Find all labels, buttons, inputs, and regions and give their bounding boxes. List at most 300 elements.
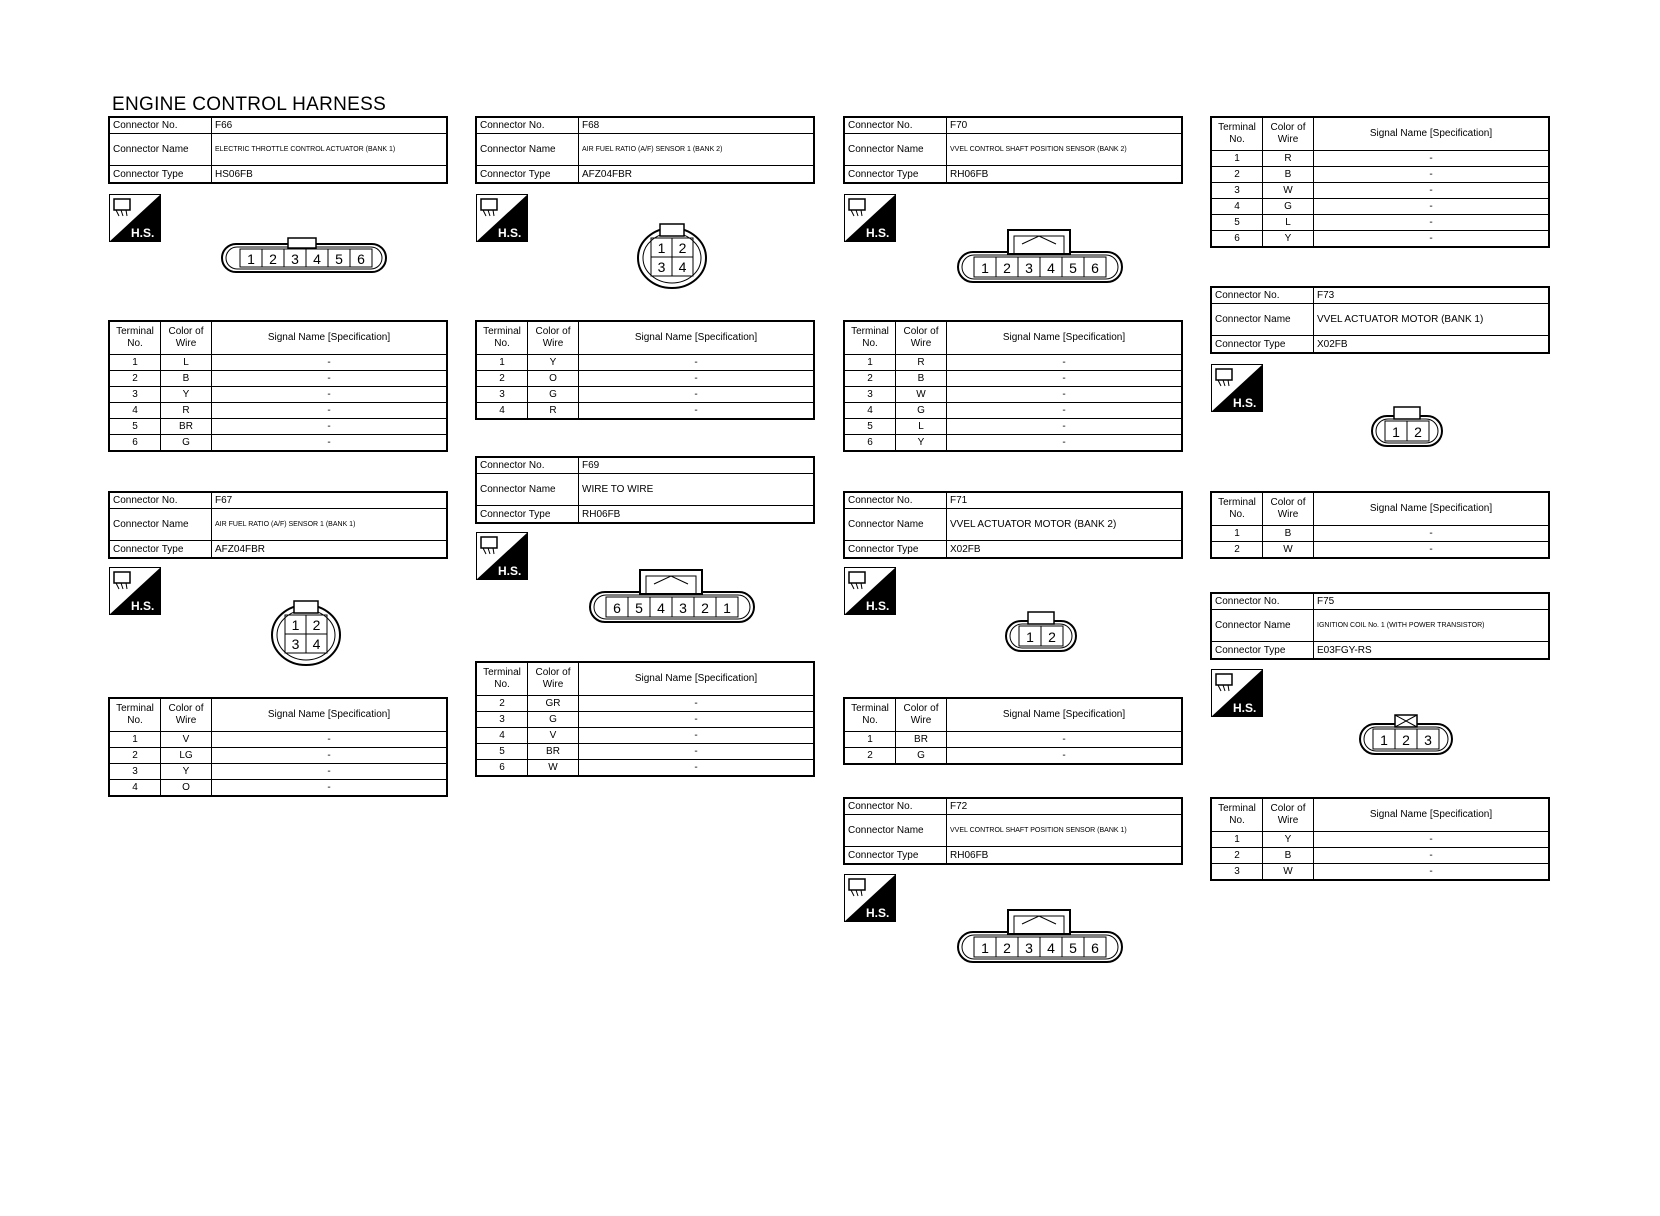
hs-harness-side-icon [844,194,896,242]
connector-name-label: Connector Name [845,815,947,846]
signal-name: - [212,387,448,403]
hs-harness-side-icon [476,532,528,580]
terminal-no: 3 [109,387,161,403]
pin-label: 3 [679,600,687,616]
connector-header-f69 [475,456,815,524]
terminal-no: 4 [476,403,528,420]
terminal-no: 5 [109,419,161,435]
terminal-table-f68 [475,320,815,420]
signal-name: - [579,696,815,712]
terminal-no-header: Terminal No. [844,698,896,732]
pin-label: 1 [657,240,666,256]
terminal-no: 6 [476,760,528,777]
terminal-no: 2 [109,371,161,387]
wire-color: BR [528,744,579,760]
terminal-no: 5 [1211,215,1263,231]
pin-label: 4 [657,600,665,616]
color-of-wire-header: Color of Wire [161,698,212,732]
signal-name: - [947,355,1183,371]
connector-name-label: Connector Name [477,134,579,165]
terminal-no-header: Terminal No. [844,321,896,355]
signal-name: - [1314,848,1550,864]
pin-label: 1 [981,940,989,956]
pin-label: 1 [981,260,989,276]
terminal-table-f72 [1210,116,1550,248]
terminal-no-header: Terminal No. [109,698,161,732]
connector-no: F75 [1317,596,1335,607]
table-row [476,387,814,403]
signal-name: - [1314,183,1550,199]
terminal-no: 5 [844,419,896,435]
signal-name: - [947,371,1183,387]
terminal-no: 1 [109,732,161,748]
connector-face-f70 [956,228,1126,286]
table-row [109,748,447,764]
terminal-no: 4 [476,728,528,744]
table-row [1211,199,1549,215]
table-row [476,355,814,371]
table-row [844,419,1182,435]
terminal-no: 3 [476,387,528,403]
connector-type: E03FGY-RS [1317,644,1372,656]
terminal-table-f73 [1210,491,1550,559]
connector-name-label: Connector Name [110,509,212,540]
pin-label: 3 [657,259,666,275]
table-row [109,435,447,452]
table-row [1211,231,1549,248]
pin-label: 1 [1026,629,1034,645]
terminal-no: 4 [109,780,161,797]
terminal-no: 4 [1211,199,1263,215]
wire-color: W [896,387,947,403]
connector-name-label: Connector Name [845,509,947,540]
signal-name-header: Signal Name [Specification] [212,321,448,355]
terminal-no: 6 [1211,231,1263,248]
terminal-no: 1 [476,355,528,371]
pin-label: 6 [357,251,365,267]
hs-harness-side-icon [109,194,161,242]
connector-face-f68 [634,220,710,290]
signal-name: - [212,419,448,435]
terminal-table-f71 [843,697,1183,765]
terminal-no: 4 [109,403,161,419]
connector-no-label: Connector No. [477,118,579,133]
pin-label: 4 [312,636,321,652]
table-row [109,387,447,403]
wire-color: L [896,419,947,435]
connector-type-label: Connector Type [1212,642,1314,658]
connector-type: X02FB [950,543,981,555]
connector-no-label: Connector No. [1212,288,1314,303]
connector-name-label: Connector Name [110,134,212,165]
hs-label: H.S. [131,226,155,240]
wire-color: O [528,371,579,387]
wire-color: G [161,435,212,452]
pin-label: 3 [291,636,300,652]
wire-color: G [896,748,947,765]
table-row [476,371,814,387]
pin-label: 2 [1003,940,1011,956]
table-row [844,435,1182,452]
wire-color: R [161,403,212,419]
signal-name: - [1314,832,1550,848]
pin-label: 6 [1091,260,1099,276]
signal-name-header: Signal Name [Specification] [1314,117,1550,151]
table-row [109,732,447,748]
terminal-no-header: Terminal No. [109,321,161,355]
pin-label: 6 [613,600,621,616]
hs-label: H.S. [1233,396,1257,410]
pin-label: 3 [1025,260,1033,276]
pin-label: 3 [1424,732,1432,748]
signal-name: - [947,732,1183,748]
pin-label: 2 [678,240,687,256]
wire-color: W [1263,864,1314,881]
color-of-wire-header: Color of Wire [1263,492,1314,526]
hs-harness-side-icon [844,874,896,922]
wire-color: B [1263,526,1314,542]
connector-name: VVEL ACTUATOR MOTOR (BANK 1) [1317,314,1484,325]
wire-color: Y [528,355,579,371]
connector-name: VVEL CONTROL SHAFT POSITION SENSOR (BANK 2) [950,146,1127,153]
signal-name: - [212,780,448,797]
hs-label: H.S. [866,599,890,613]
wire-color: GR [528,696,579,712]
terminal-no: 2 [109,748,161,764]
terminal-no: 6 [844,435,896,452]
connector-name-label: Connector Name [845,134,947,165]
connector-no: F66 [215,120,233,131]
table-row [844,387,1182,403]
connector-no-label: Connector No. [110,118,212,133]
signal-name-header: Signal Name [Specification] [579,321,815,355]
terminal-no: 2 [844,371,896,387]
wire-color: Y [1263,832,1314,848]
pin-label: 1 [291,617,300,633]
signal-name-header: Signal Name [Specification] [947,698,1183,732]
pin-label: 1 [1380,732,1388,748]
connector-header-f71 [843,491,1183,559]
hs-harness-side-icon [1211,364,1263,412]
wire-color: G [1263,199,1314,215]
connector-face-f73 [1370,404,1446,450]
signal-name: - [212,355,448,371]
pin-label: 4 [1047,260,1055,276]
pin-label: 5 [635,600,643,616]
terminal-no: 1 [844,355,896,371]
signal-name: - [1314,526,1550,542]
signal-name: - [212,403,448,419]
terminal-no: 1 [844,732,896,748]
table-row [844,371,1182,387]
wire-color: G [896,403,947,419]
signal-name: - [579,371,815,387]
connector-name: AIR FUEL RATIO (A/F) SENSOR 1 (BANK 2) [582,146,723,153]
connector-no-label: Connector No. [477,458,579,473]
wire-color: W [528,760,579,777]
table-row [1211,215,1549,231]
wire-color: Y [161,764,212,780]
signal-name: - [579,760,815,777]
signal-name: - [947,403,1183,419]
signal-name: - [1314,215,1550,231]
color-of-wire-header: Color of Wire [1263,798,1314,832]
signal-name: - [1314,231,1550,248]
hs-label: H.S. [1233,701,1257,715]
terminal-no: 2 [476,696,528,712]
pin-label: 5 [1069,940,1077,956]
hs-label: H.S. [131,599,155,613]
table-row [844,748,1182,765]
signal-name: - [947,419,1183,435]
connector-header-f67 [108,491,448,559]
connector-name-label: Connector Name [1212,610,1314,641]
signal-name-header: Signal Name [Specification] [212,698,448,732]
pin-label: 2 [1003,260,1011,276]
connector-type: RH06FB [950,849,989,861]
terminal-no: 3 [1211,183,1263,199]
terminal-no-header: Terminal No. [1211,798,1263,832]
wire-color: R [528,403,579,420]
pin-label: 5 [335,251,343,267]
table-row [1211,167,1549,183]
connector-face-f69 [588,568,758,626]
table-row [476,728,814,744]
terminal-no: 2 [844,748,896,765]
connector-header-f66 [108,116,448,184]
wire-color: Y [161,387,212,403]
color-of-wire-header: Color of Wire [896,698,947,732]
connector-face-f66 [220,236,390,276]
signal-name: - [579,712,815,728]
signal-name: - [579,403,815,420]
pin-label: 1 [723,600,731,616]
table-row [109,764,447,780]
pin-label: 5 [1069,260,1077,276]
pin-label: 2 [312,617,321,633]
page-title: ENGINE CONTROL HARNESS [112,94,387,115]
connector-type-label: Connector Type [110,166,212,182]
connector-type-label: Connector Type [845,166,947,182]
table-row [844,355,1182,371]
connector-no: F72 [950,801,968,812]
terminal-no: 3 [1211,864,1263,881]
wire-color: B [896,371,947,387]
signal-name-header: Signal Name [Specification] [947,321,1183,355]
table-row [1211,864,1549,881]
connector-name: ELECTRIC THROTTLE CONTROL ACTUATOR (BANK 1) [215,146,396,153]
table-row [476,744,814,760]
terminal-table-f66 [108,320,448,452]
terminal-no: 1 [1211,151,1263,167]
connector-type-label: Connector Type [110,541,212,557]
terminal-no-header: Terminal No. [1211,117,1263,151]
connector-type: RH06FB [950,168,989,180]
signal-name: - [947,435,1183,452]
terminal-no: 2 [476,371,528,387]
pin-label: 4 [313,251,321,267]
pin-label: 2 [1402,732,1410,748]
table-row [476,712,814,728]
connector-type: HS06FB [215,168,253,180]
hs-harness-side-icon [844,567,896,615]
signal-name-header: Signal Name [Specification] [1314,798,1550,832]
hs-harness-side-icon [476,194,528,242]
table-row [1211,542,1549,559]
signal-name-header: Signal Name [Specification] [1314,492,1550,526]
connector-no-label: Connector No. [845,799,947,814]
signal-name: - [212,764,448,780]
table-row [1211,848,1549,864]
connector-header-f72 [843,797,1183,865]
hs-label: H.S. [498,564,522,578]
connector-name-label: Connector Name [1212,304,1314,335]
wire-color: G [528,387,579,403]
connector-type: AFZ04FBR [582,168,633,180]
table-row [1211,183,1549,199]
pin-label: 2 [701,600,709,616]
wire-color: L [161,355,212,371]
pin-label: 1 [247,251,255,267]
terminal-no: 5 [476,744,528,760]
connector-name: IGNITION COIL No. 1 (WITH POWER TRANSISTOR) [1317,622,1485,629]
terminal-no: 2 [1211,542,1263,559]
hs-harness-side-icon [1211,669,1263,717]
terminal-table-f69 [475,661,815,777]
signal-name-header: Signal Name [Specification] [579,662,815,696]
color-of-wire-header: Color of Wire [1263,117,1314,151]
connector-face-f75 [1358,712,1458,758]
terminal-no: 3 [844,387,896,403]
terminal-no-header: Terminal No. [1211,492,1263,526]
connector-no-label: Connector No. [1212,594,1314,609]
connector-no: F70 [950,120,968,131]
terminal-no: 2 [1211,167,1263,183]
hs-label: H.S. [866,226,890,240]
table-row [1211,526,1549,542]
connector-type: RH06FB [582,508,621,520]
signal-name: - [1314,151,1550,167]
connector-name-label: Connector Name [477,474,579,505]
connector-no: F68 [582,120,600,131]
signal-name: - [579,744,815,760]
color-of-wire-header: Color of Wire [528,662,579,696]
wire-color: B [1263,167,1314,183]
wire-color: Y [1263,231,1314,248]
connector-no: F73 [1317,290,1335,301]
signal-name: - [212,435,448,452]
terminal-table-f75 [1210,797,1550,881]
connector-no-label: Connector No. [845,118,947,133]
wire-color: W [1263,183,1314,199]
wire-color: V [161,732,212,748]
table-row [109,780,447,797]
table-row [109,355,447,371]
wire-color: G [528,712,579,728]
connector-face-f72 [956,908,1126,966]
wire-color: O [161,780,212,797]
wire-color: L [1263,215,1314,231]
terminal-no-header: Terminal No. [476,321,528,355]
connector-type: X02FB [1317,338,1348,350]
table-row [109,419,447,435]
connector-type-label: Connector Type [845,847,947,863]
connector-type: AFZ04FBR [215,543,266,555]
connector-no: F69 [582,460,600,471]
connector-header-f70 [843,116,1183,184]
table-row [109,371,447,387]
wire-color: B [161,371,212,387]
terminal-no: 3 [476,712,528,728]
terminal-no: 3 [109,764,161,780]
table-row [1211,832,1549,848]
connector-type-label: Connector Type [845,541,947,557]
connector-no: F67 [215,495,233,506]
connector-header-f73 [1210,286,1550,354]
table-row [476,760,814,777]
terminal-no: 4 [844,403,896,419]
pin-label: 3 [291,251,299,267]
table-row [844,403,1182,419]
pin-label: 4 [678,259,687,275]
signal-name: - [212,371,448,387]
table-row [109,403,447,419]
wire-color: W [1263,542,1314,559]
terminal-no: 2 [1211,848,1263,864]
terminal-no: 1 [1211,526,1263,542]
connector-no-label: Connector No. [845,493,947,508]
wire-color: Y [896,435,947,452]
signal-name: - [1314,542,1550,559]
connector-face-f67 [268,597,344,667]
table-row [476,403,814,420]
hs-harness-side-icon [109,567,161,615]
connector-header-f75 [1210,592,1550,660]
signal-name: - [947,748,1183,765]
signal-name: - [579,355,815,371]
pin-label: 4 [1047,940,1055,956]
signal-name: - [212,748,448,764]
terminal-no: 1 [109,355,161,371]
connector-name: AIR FUEL RATIO (A/F) SENSOR 1 (BANK 1) [215,521,356,528]
connector-name: VVEL ACTUATOR MOTOR (BANK 2) [950,519,1117,530]
wire-color: R [1263,151,1314,167]
hs-label: H.S. [498,226,522,240]
pin-label: 2 [1048,629,1056,645]
pin-label: 3 [1025,940,1033,956]
signal-name: - [1314,864,1550,881]
connector-name: VVEL CONTROL SHAFT POSITION SENSOR (BANK 1) [950,827,1127,834]
color-of-wire-header: Color of Wire [896,321,947,355]
wire-color: R [896,355,947,371]
connector-type-label: Connector Type [477,166,579,182]
connector-header-f68 [475,116,815,184]
table-row [844,732,1182,748]
signal-name: - [212,732,448,748]
connector-type-label: Connector Type [477,506,579,522]
terminal-no-header: Terminal No. [476,662,528,696]
terminal-table-f67 [108,697,448,797]
hs-label: H.S. [866,906,890,920]
wire-color: LG [161,748,212,764]
connector-no: F71 [950,495,968,506]
connector-name: WIRE TO WIRE [582,484,654,495]
pin-label: 2 [269,251,277,267]
table-row [476,696,814,712]
wire-color: B [1263,848,1314,864]
connector-no-label: Connector No. [110,493,212,508]
connector-face-f71 [1004,609,1080,655]
